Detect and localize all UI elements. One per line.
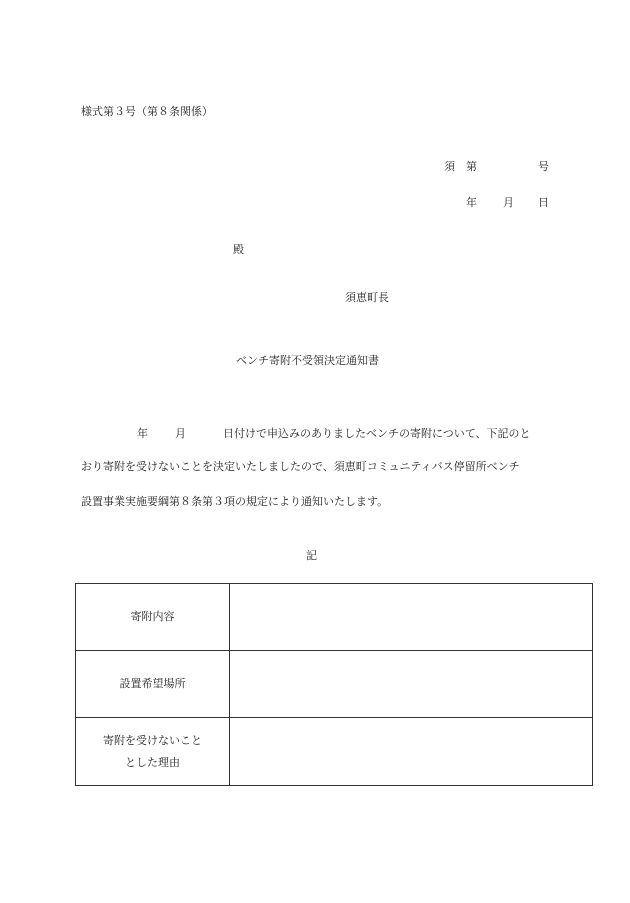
table-row xyxy=(76,718,593,786)
body-line-2: おり寄附を受けないことを決定いたしましたので、須恵町コミュニティバス停留所ベンチ xyxy=(81,460,520,473)
label-text-line-2: とした理由 xyxy=(125,755,180,769)
label-cell-content xyxy=(76,584,230,651)
label-cell-location xyxy=(76,651,230,718)
reference-go: 号 xyxy=(538,160,549,173)
label-cell-reason xyxy=(76,718,230,786)
sender-name: 須恵町長 xyxy=(345,291,389,304)
reference-dai: 第 xyxy=(466,160,477,173)
detail-table xyxy=(75,583,593,786)
date-day-label: 日 xyxy=(538,196,549,209)
label-text: 寄附内容 xyxy=(130,610,175,623)
date-month-label: 月 xyxy=(503,196,514,209)
document-title: ベンチ寄附不受領決定通知書 xyxy=(236,354,379,367)
label-text: 設置希望場所 xyxy=(119,677,186,690)
addressee-honorific: 殿 xyxy=(233,243,244,256)
reference-prefix: 須 xyxy=(444,160,455,173)
label-text-line-1: 寄附を受けないこと xyxy=(103,733,202,747)
form-number: 様式第３号（第８条関係） xyxy=(81,105,213,118)
ki-heading: 記 xyxy=(306,549,317,562)
body-line-3: 設置事業実施要綱第８条第３項の規定により通知いたします。 xyxy=(81,495,389,508)
value-cell-location[interactable] xyxy=(230,651,593,718)
table-row xyxy=(76,584,593,651)
table-row xyxy=(76,651,593,718)
date-year-label: 年 xyxy=(466,196,477,209)
body-month-label: 月 xyxy=(175,427,186,440)
value-cell-reason[interactable] xyxy=(230,718,593,786)
body-year-label: 年 xyxy=(137,427,148,440)
body-line-1-text: 日付けで申込みのありましたベンチの寄附について、下記のと xyxy=(223,427,531,440)
value-cell-content[interactable] xyxy=(230,584,593,651)
